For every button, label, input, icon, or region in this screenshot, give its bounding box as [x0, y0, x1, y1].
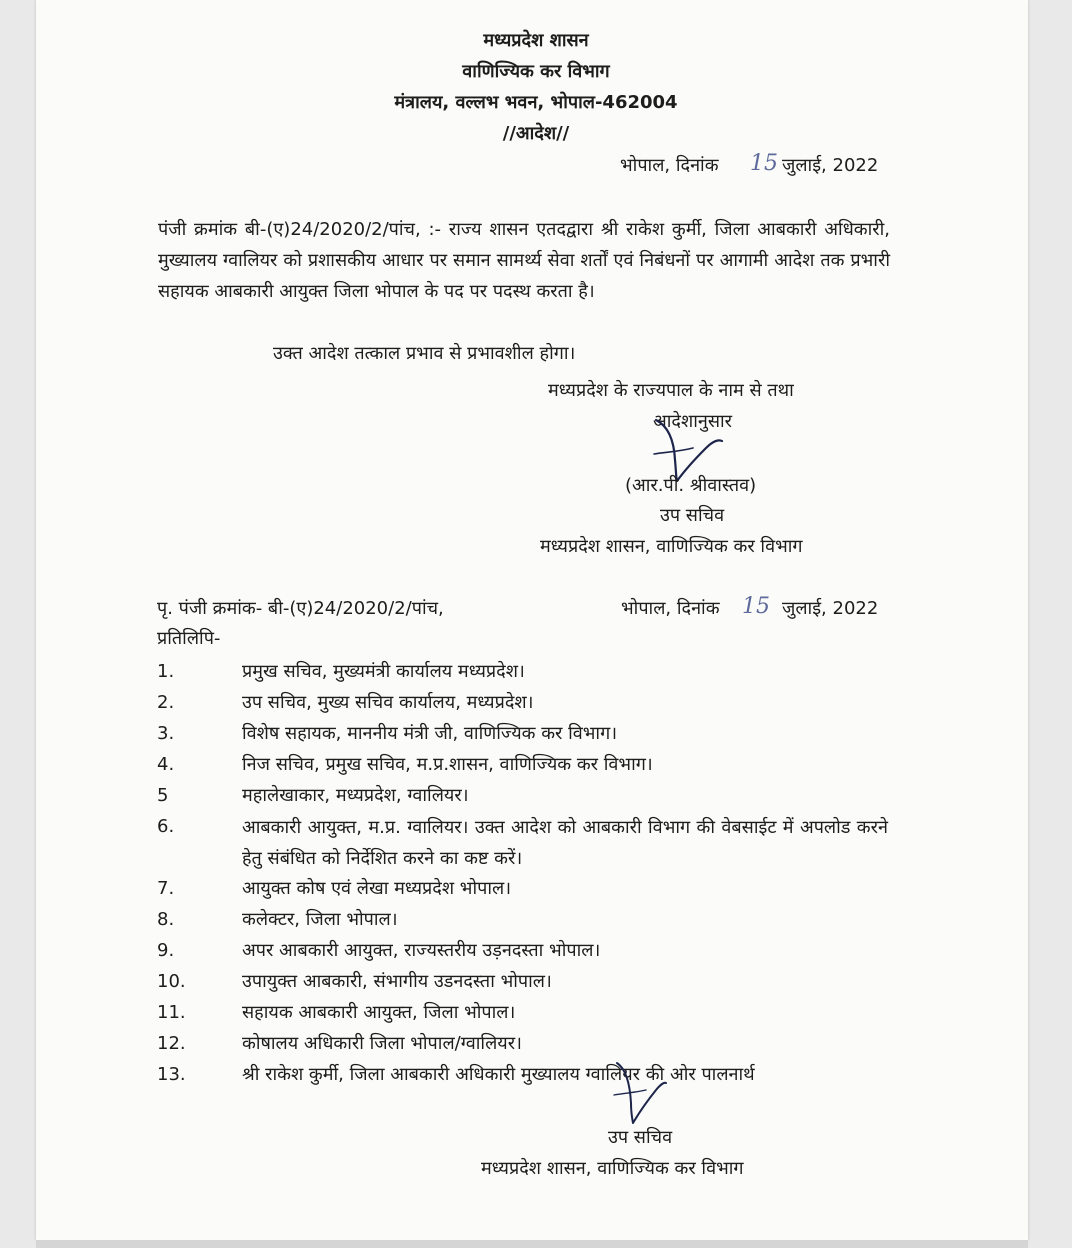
signatory-name: (आर.पी. श्रीवास्तव)	[625, 475, 757, 496]
order-date-handwritten-day: 15	[750, 151, 778, 176]
effect-line: उक्त आदेश तत्काल प्रभाव से प्रभावशील होगा।	[273, 343, 576, 364]
order-date-prefix: भोपाल, दिनांक	[620, 155, 719, 176]
signatory-designation: उप सचिव	[660, 505, 725, 526]
copy-item-text: निज सचिव, प्रमुख सचिव, म.प्र.शासन, वाणिज्यिक कर विभाग।	[242, 754, 653, 775]
copy-item-number: 2.	[157, 692, 175, 713]
copy-item-number: 8.	[157, 909, 175, 930]
copy-item-number: 9.	[157, 940, 175, 961]
copy-item-text: महालेखाकार, मध्यप्रदेश, ग्वालियर।	[242, 785, 469, 806]
copy-item-number: 12.	[157, 1033, 186, 1054]
copy-date-suffix: जुलाई, 2022	[782, 598, 879, 619]
governor-order-line: मध्यप्रदेश के राज्यपाल के नाम से तथा	[548, 380, 794, 401]
copy-item-number: 10.	[157, 971, 186, 992]
footer-department: मध्यप्रदेश शासन, वाणिज्यिक कर विभाग	[481, 1158, 744, 1179]
header-line-1: मध्यप्रदेश शासन	[483, 30, 589, 51]
footer-designation: उप सचिव	[608, 1127, 673, 1148]
header-line-3: मंत्रालय, वल्लभ भवन, भोपाल-462004	[394, 92, 678, 113]
copy-item-number: 6.	[157, 816, 175, 837]
document-page	[36, 0, 1028, 1240]
copy-item-text: अपर आबकारी आयुक्त, राज्यस्तरीय उड़नदस्ता भोपाल।	[242, 940, 601, 961]
copy-item-number: 1.	[157, 661, 175, 682]
order-date-suffix: जुलाई, 2022	[782, 155, 879, 176]
order-paragraph: पंजी क्रमांक बी-(ए)24/2020/2/पांच, :- राज्य शासन एतदद्वारा श्री राकेश कुर्मी, जिला आबकारी अधिकारी, मुख्यालय ग्वालियर को प्रशासकीय आधार पर समान सामर्थ्य सेवा शर्तों एवं निबंधनों पर आगामी आदेश तक प्रभारी सहायक आबकारी आयुक्त जिला भोपाल के पद पर पदस्थ करता है।	[158, 219, 890, 302]
copy-item-text: श्री राकेश कुर्मी, जिला आबकारी अधिकारी मुख्यालय ग्वालियर की ओर पालनार्थ	[242, 1064, 755, 1085]
copy-item-text: सहायक आबकारी आयुक्त, जिला भोपाल।	[242, 1002, 516, 1023]
copy-item-text: आबकारी आयुक्त, म.प्र. ग्वालियर। उक्त आदेश को आबकारी विभाग की वेबसाईट में अपलोड करने हेतु संबंधित को निर्देशित करने का कष्ट करें।	[242, 817, 888, 869]
order-by-line: आदेशानुसार	[653, 411, 733, 432]
copy-item-text: उप सचिव, मुख्य सचिव कार्यालय, मध्यप्रदेश।	[242, 692, 534, 713]
copy-item-text: प्रमुख सचिव, मुख्यमंत्री कार्यालय मध्यप्रदेश।	[242, 661, 525, 682]
copy-item-text: कोषालय अधिकारी जिला भोपाल/ग्वालियर।	[242, 1033, 522, 1054]
copy-item-number: 13.	[157, 1064, 186, 1085]
copy-item-number: 3.	[157, 723, 175, 744]
signatory-department: मध्यप्रदेश शासन, वाणिज्यिक कर विभाग	[540, 536, 803, 557]
copy-reference: पृ. पंजी क्रमांक- बी-(ए)24/2020/2/पांच,	[157, 598, 444, 619]
copy-item-number: 4.	[157, 754, 175, 775]
copy-item-number: 11.	[157, 1002, 186, 1023]
copy-item-text: विशेष सहायक, माननीय मंत्री जी, वाणिज्यिक कर विभाग।	[242, 723, 618, 744]
copy-date-handwritten-day: 15	[742, 594, 770, 619]
copy-item-number: 7.	[157, 878, 175, 899]
copy-item-text: उपायुक्त आबकारी, संभागीय उडनदस्ता भोपाल।	[242, 971, 552, 992]
page-bottom-edge	[36, 1240, 1028, 1248]
copy-date-prefix: भोपाल, दिनांक	[621, 598, 720, 619]
header-line-4: //आदेश//	[502, 123, 570, 144]
copy-item-text: कलेक्टर, जिला भोपाल।	[242, 909, 398, 930]
copy-item-text: आयुक्त कोष एवं लेखा मध्यप्रदेश भोपाल।	[242, 878, 512, 899]
copy-item-number: 5	[157, 785, 169, 806]
copy-heading: प्रतिलिपि-	[157, 628, 221, 649]
header-line-2: वाणिज्यिक कर विभाग	[462, 61, 610, 82]
